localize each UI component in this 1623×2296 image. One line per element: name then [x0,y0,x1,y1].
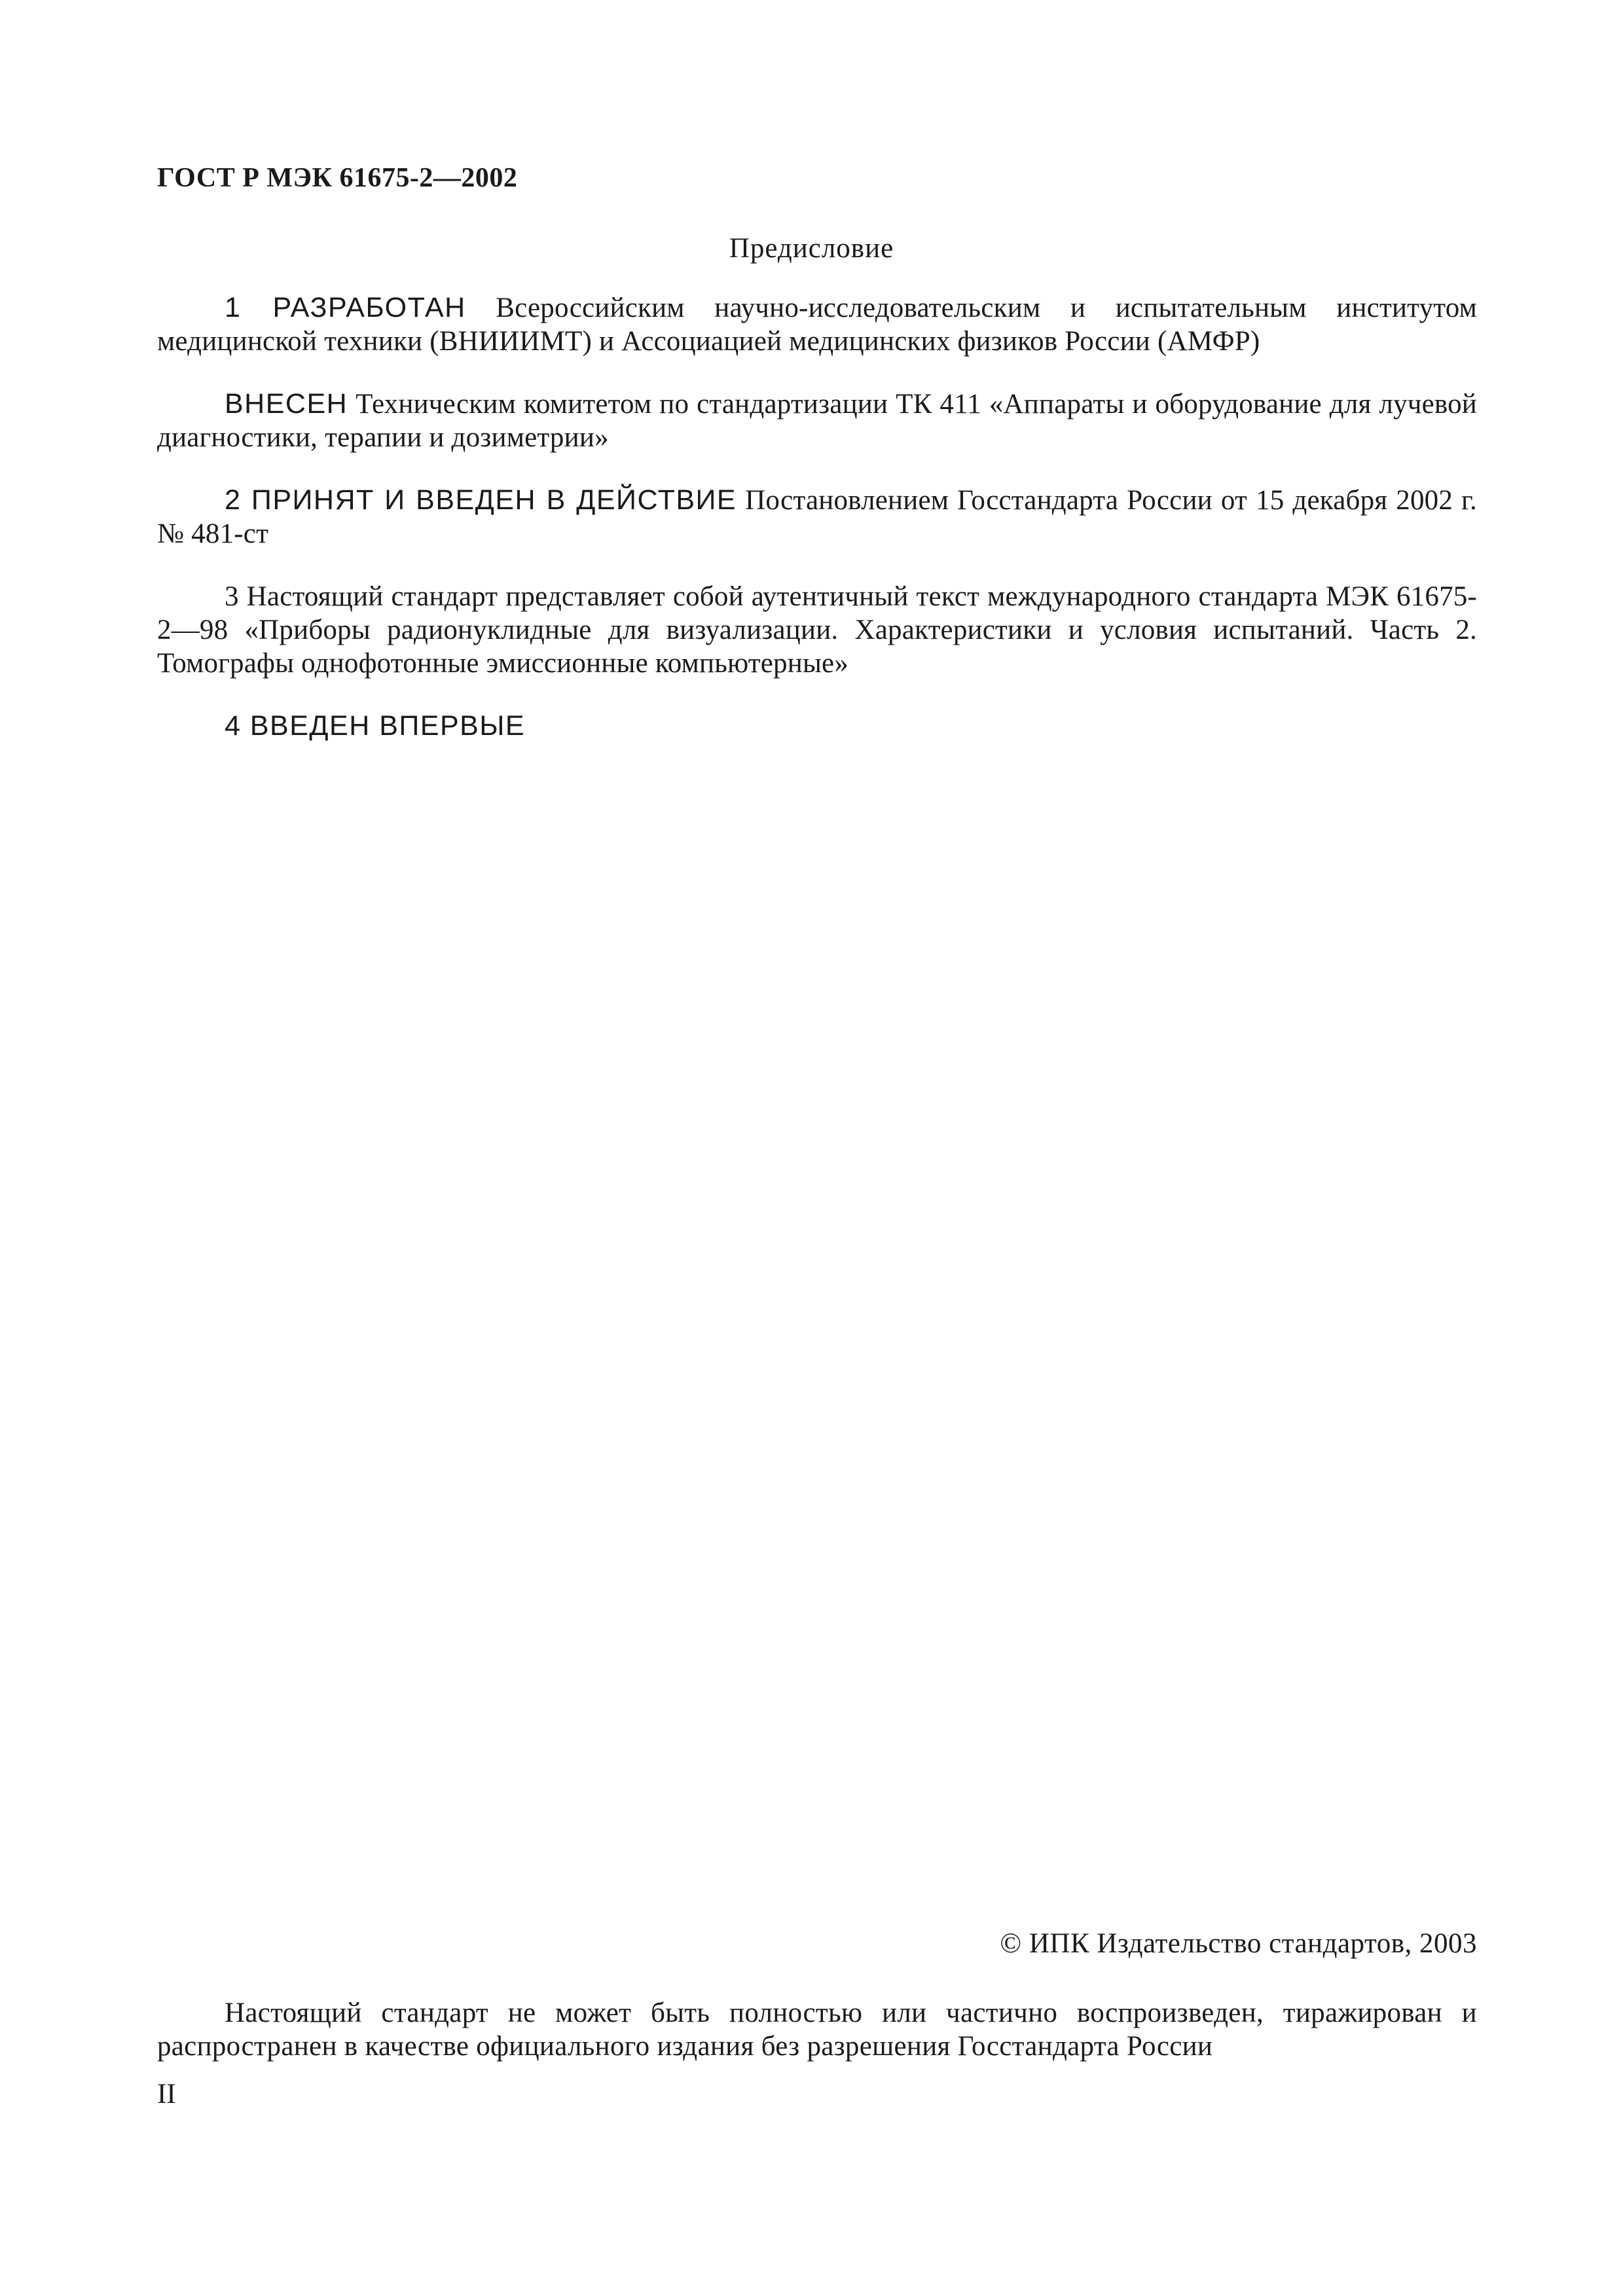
foreword-paragraph-first-introduced [157,709,1477,743]
foreword-paragraph-submitted [157,387,1477,454]
paragraph-lead: 2 ПРИНЯТ И ВВЕДЕН В ДЕЙСТВИЕ [225,484,737,516]
foreword-paragraph-authentic-text [157,580,1477,680]
paragraph-text: Постановлением Госстандарта России от 15 декабря 2002 г. № 481-ст [157,485,1477,549]
foreword-body [157,291,1477,772]
document-code-header: ГОСТ Р МЭК 61675-2—2002 [157,163,518,193]
page-number: II [157,2079,176,2109]
foreword-paragraph-developed [157,291,1477,358]
reproduction-notice: Настоящий стандарт не может быть полностью или частично воспроизведен, тиражирован и распространен в качестве официального издания без разрешения Госстандарта России [157,1998,1477,2062]
foreword-paragraph-adopted [157,484,1477,550]
paragraph-text: 3 Настоящий стандарт представляет собой аутентичный текст международного стандарта МЭК 61675-2—98 «Приборы радионуклидные для визуализации. Характеристики и условия испытаний. Часть 2. Томографы однофотонные эмиссионные компьютерные» [157,581,1477,679]
paragraph-lead: 1 РАЗРАБОТАН [225,292,466,323]
section-title: Предисловие [729,233,894,264]
copyright-line: © ИПК Издательство стандартов, 2003 [1000,1928,1477,1959]
paragraph-lead: ВНЕСЕН [225,388,348,420]
paragraph-text: Техническим комитетом по стандартизации ТК 411 «Аппараты и оборудование для лучевой диагностики, терапии и дозиметрии» [157,389,1477,453]
paragraph-text: Всероссийским научно-исследовательским и испытательным институтом медицинской техники (ВНИИИМТ) и Ассоциацией медицинских физиков России (АМФР) [157,293,1477,357]
paragraph-lead: 4 ВВЕДЕН ВПЕРВЫЕ [225,710,526,742]
